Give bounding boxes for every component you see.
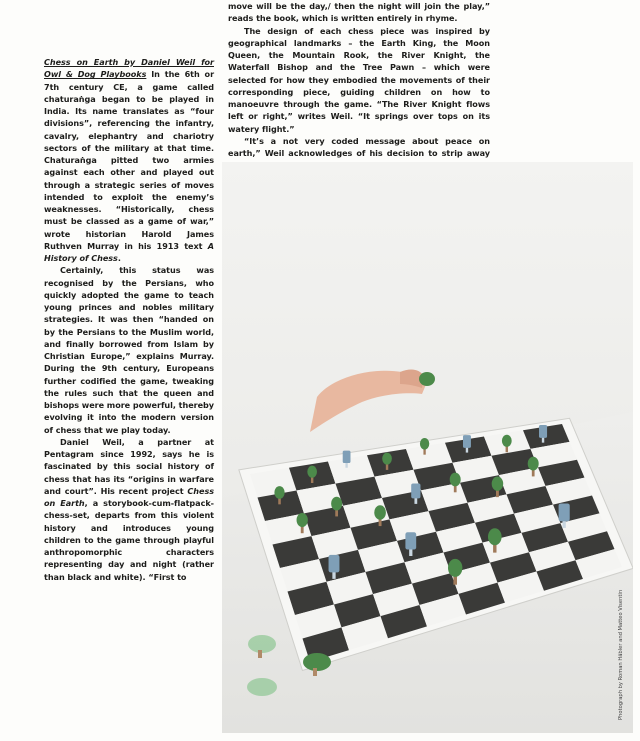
left-paragraph-2: Certainly, this status was recognised by the Persians, who quickly adopted the game to teach young princes and nobles military strategies. It was then “handed on by the Persians to the Muslim world, and finally borrowed from Islam by Christian Europe,” explains Murray. During the 9th century, Europeans further codified the game, tweaking the rules such that the queen and bishops were more powerful, thereby evolving it into the modern version of chess that we play today. xyxy=(44,265,214,435)
left-paragraph-3-b: , a storybook-cum-flatpack-chess-set, departs from this violent history and introduces young children to the game through playful anthropomorphic characters representing day and night (rather than black and white). “First to xyxy=(44,498,214,582)
right-paragraph-3: “It’s a not very coded message about peace on earth,” Weil acknowledges of his decision to strip away xyxy=(228,135,490,158)
left-paragraph-3-a: Daniel Weil, a partner at Pentagram since 1992, says he is fascinated by this social history of chess that has its “origins in warfare and court”. His recent project xyxy=(44,436,214,496)
right-paragraph-2: The design of each chess piece was inspired by geographical landmarks – the Earth King, the Moon Queen, the Mountain Rook, the River Knight, the Waterfall Bishop and the Tree Pawn – which were selected for how they embodied the movements of their corresponding piece, guiding children on how to manoeuvre through the game. “The River Knight flows left or right,” writes Weil. “It springs over tops on its watery flight.” xyxy=(228,25,490,134)
right-paragraph-1: move will be the day,/ then the night will join the play,” reads the book, which is written entirely in rhyme. xyxy=(228,1,490,24)
chess-photo xyxy=(222,162,633,733)
left-paragraph-3 xyxy=(44,436,214,583)
left-paragraph-1-text: In the 6th or 7th century CE, a game called chaturaṅga began to be played in India. Its name translates as “four divisions”, referencing the infantry, cavalry, elephantry and chariotry sectors of the military at that time. Chaturaṅga pitted two armies against each other and played out through a strategic series of moves intended to exploit the enemy’s weaknesses. “Historically, chess must be classed as a game of war,” wrote historian Harold James Ruthven Murray in his 1913 text xyxy=(44,69,215,251)
left-paragraph-1-end: . xyxy=(117,253,121,263)
article-left-column xyxy=(44,56,214,583)
chess-photo-illustration xyxy=(222,162,633,733)
project-title: Chess on Earth xyxy=(44,485,214,508)
left-paragraph-1 xyxy=(44,56,214,264)
book-title: A History of Chess xyxy=(44,240,214,263)
article-title: Chess on Earth by Daniel Weil for Owl & Dog Playbooks xyxy=(44,57,214,80)
photo-credit xyxy=(618,710,640,720)
